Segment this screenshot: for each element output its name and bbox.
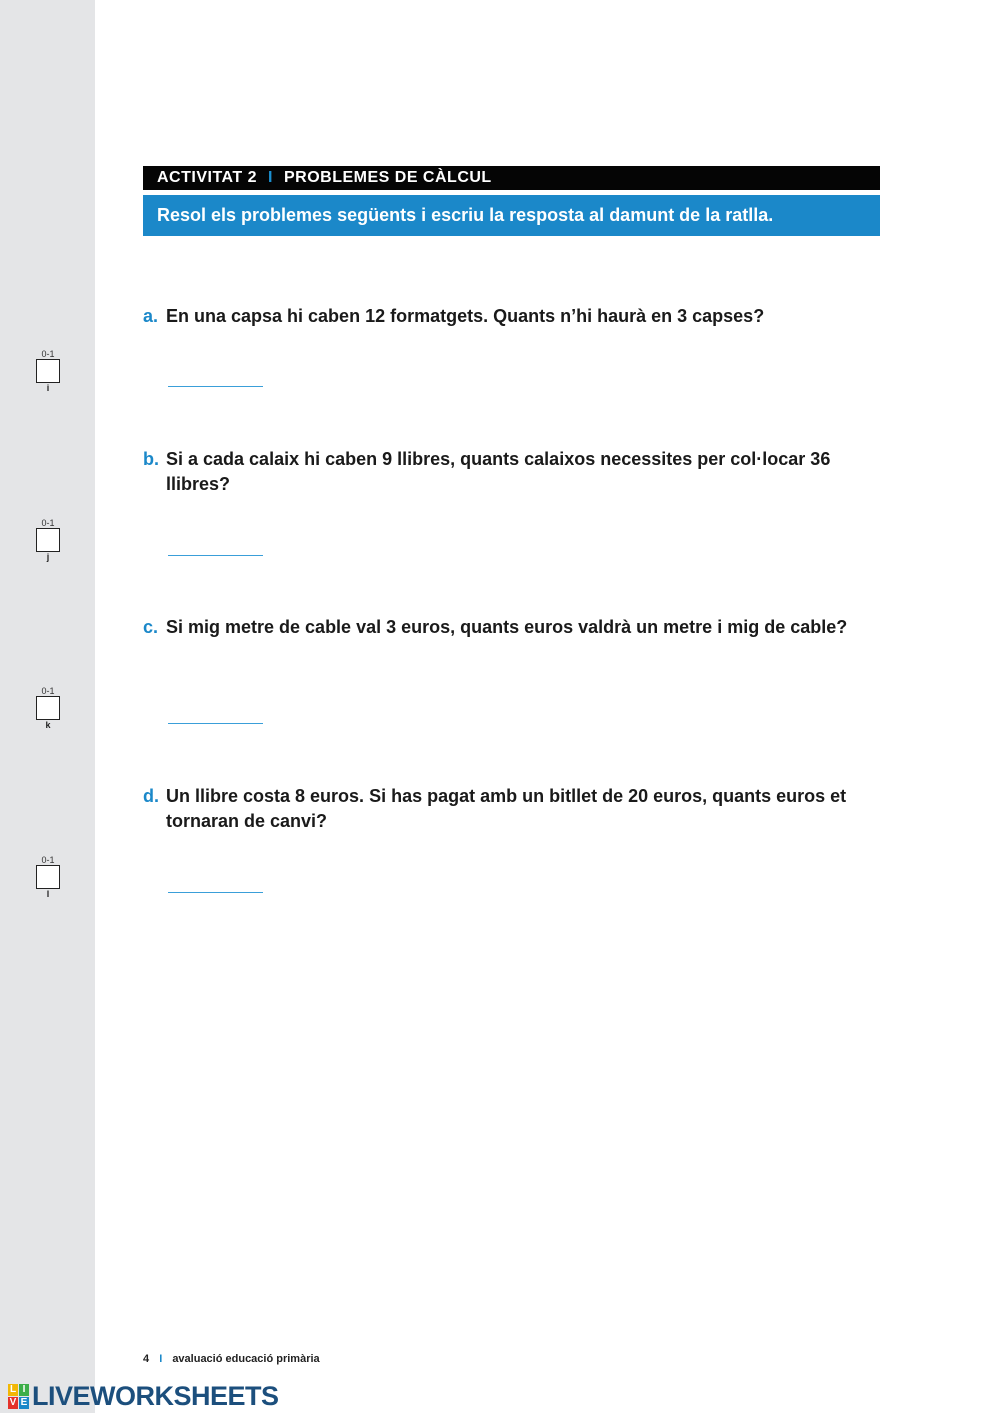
score-box-i [34, 349, 62, 393]
question-letter: d. [143, 786, 159, 806]
score-checkbox [36, 528, 60, 552]
question-c [143, 615, 883, 640]
answer-input-a[interactable] [168, 366, 263, 387]
question-d [143, 784, 883, 834]
page-footer [143, 1353, 320, 1365]
question-a [143, 304, 883, 329]
score-code: k [45, 720, 51, 730]
logo-mark-letter: V [9, 1397, 17, 1408]
answer-input-c[interactable] [168, 703, 263, 724]
score-box-k [34, 686, 62, 730]
question-b [143, 447, 883, 497]
question-letter: c. [143, 617, 159, 637]
instruction-banner [143, 195, 880, 236]
score-range: 0-1 [41, 686, 55, 696]
score-range: 0-1 [41, 855, 55, 865]
logo-wordmark: LIVEWORKSHEETS [32, 1381, 279, 1411]
activity-header [143, 166, 880, 190]
question-letter: a. [143, 306, 159, 326]
score-code: i [46, 383, 50, 393]
score-code: l [46, 889, 50, 899]
header-separator: I [268, 169, 273, 186]
logo-mark-letter: E [20, 1397, 28, 1408]
score-range: 0-1 [41, 349, 55, 359]
question-text: En una capsa hi caben 12 formatgets. Quants n’hi haurà en 3 capses? [166, 306, 765, 326]
question-text: Si mig metre de cable val 3 euros, quants euros valdrà un metre i mig de cable? [166, 617, 848, 637]
logo-mark-letter: I [19, 1384, 29, 1396]
question-letter: b. [143, 449, 159, 469]
score-box-l [34, 855, 62, 899]
score-checkbox [36, 696, 60, 720]
instruction-text: Resol els problemes següents i escriu la resposta al damunt de la ratlla. [157, 205, 774, 225]
activity-title: PROBLEMES DE CÀLCUL [283, 169, 492, 186]
activity-number: ACTIVITAT 2 [157, 169, 258, 186]
logo-mark-icon [8, 1384, 29, 1409]
score-range: 0-1 [41, 518, 55, 528]
question-text: Un llibre costa 8 euros. Si has pagat amb un bitllet de 20 euros, quants euros et tornaran de canvi? [166, 786, 847, 831]
score-checkbox [36, 359, 60, 383]
score-box-j [34, 518, 62, 562]
logo-mark-letter: L [9, 1384, 17, 1395]
footer-separator: I [159, 1353, 163, 1365]
footer-text: avaluació educació primària [172, 1353, 320, 1365]
page-number: 4 [143, 1353, 150, 1365]
liveworksheets-logo [8, 1381, 279, 1412]
score-code: j [46, 552, 50, 562]
question-text: Si a cada calaix hi caben 9 llibres, quants calaixos necessites per col·locar 36 llibres? [166, 449, 831, 494]
score-checkbox [36, 865, 60, 889]
answer-input-d[interactable] [168, 872, 263, 893]
answer-input-b[interactable] [168, 535, 263, 556]
